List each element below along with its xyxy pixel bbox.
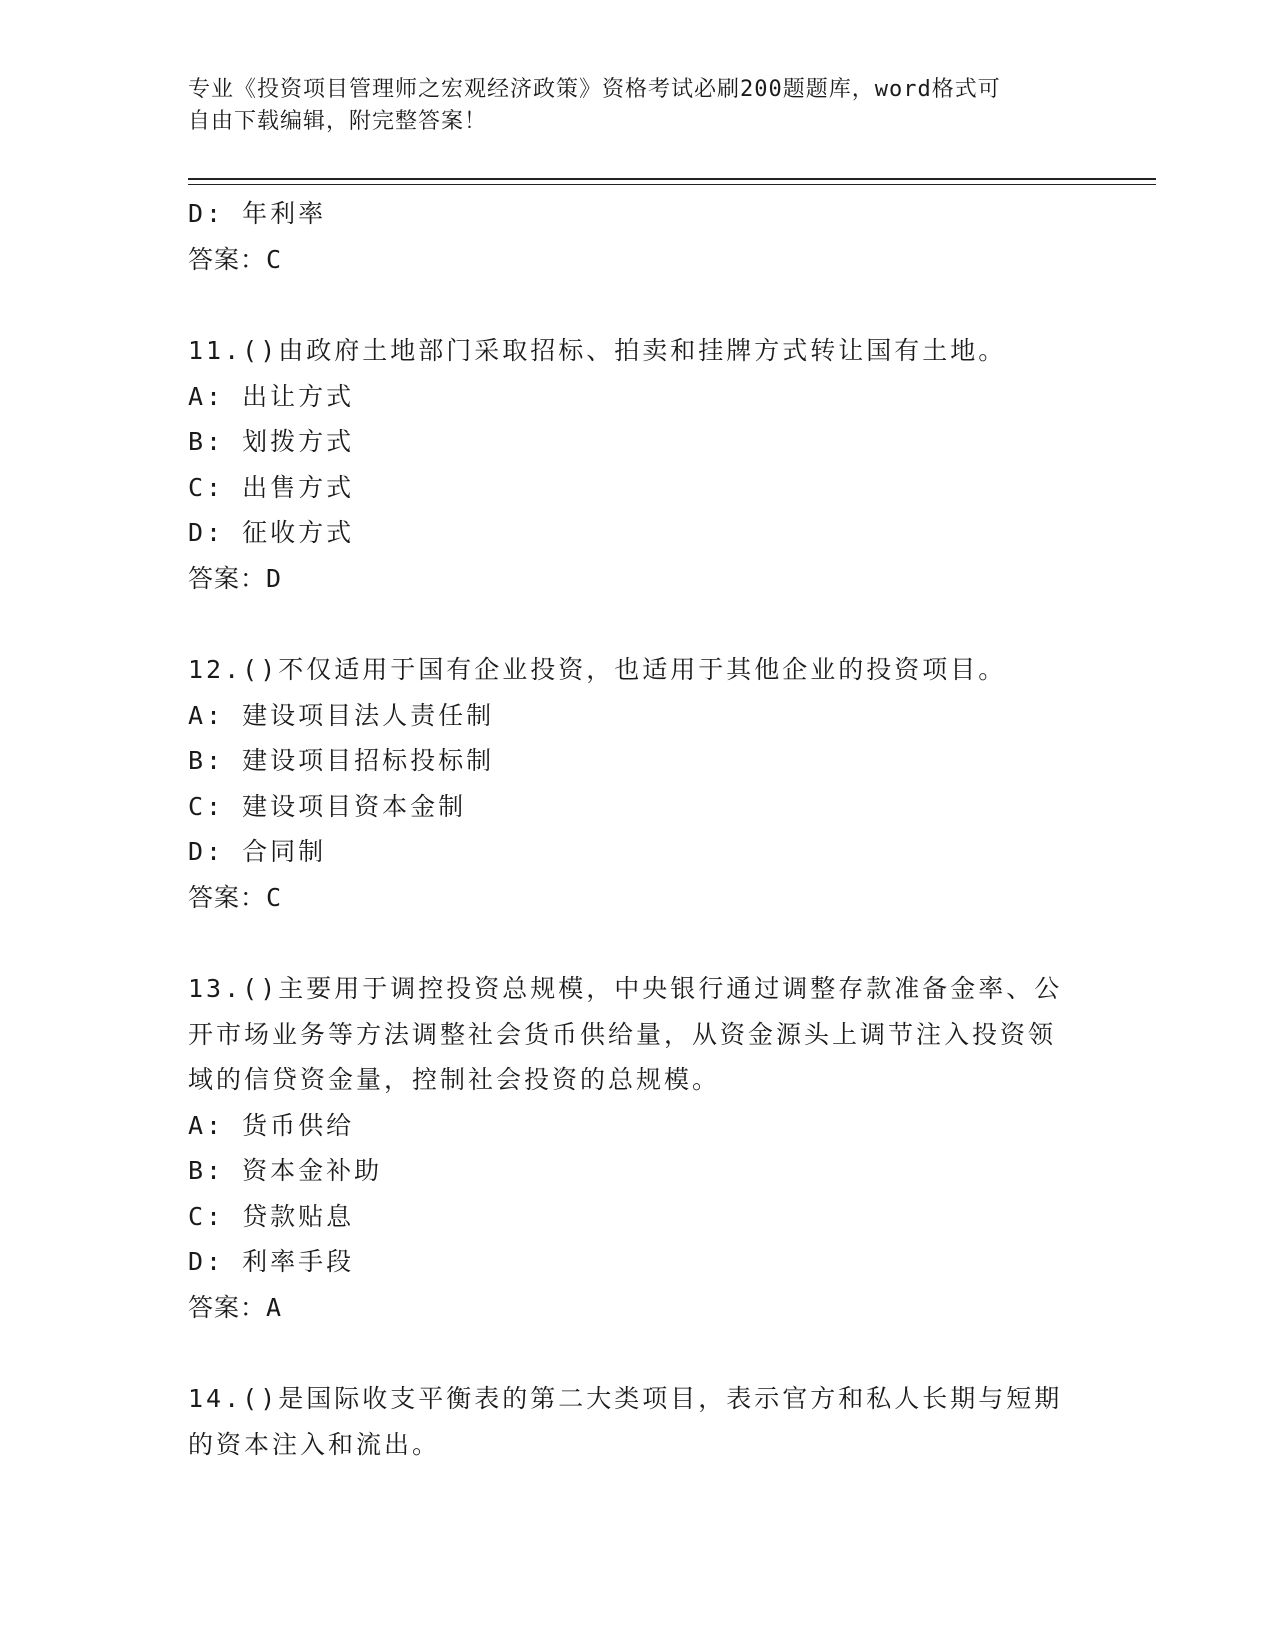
option-b: B: 建设项目招标投标制	[188, 746, 495, 775]
question-11	[188, 328, 1088, 601]
answer-line: 答案：C	[188, 244, 283, 274]
answer-line: 答案：A	[188, 1292, 283, 1322]
option-b: B: 划拨方式	[188, 427, 355, 456]
answer-line: 答案：D	[188, 563, 283, 593]
option-d: D: 利率手段	[188, 1247, 355, 1276]
header-line-2: 自由下载编辑，附完整答案！	[188, 109, 488, 134]
question-stem: 13.()主要用于调控投资总规模，中央银行通过调整存款准备金率、公开市场业务等方法调整社会货币供给量，从资金源头上调节注入投资领域的信贷资金量，控制社会投资的总规模。	[188, 974, 1063, 1094]
question-stem: 14.()是国际收支平衡表的第二大类项目，表示官方和私人长期与短期的资本注入和流出。	[188, 1384, 1063, 1459]
spacer	[188, 601, 1088, 647]
option-a: A: 货币供给	[188, 1110, 355, 1140]
document-header	[188, 74, 1088, 138]
header-line-1: 专业《投资项目管理师之宏观经济政策》资格考试必刷200题题库，word格式可	[188, 77, 1001, 102]
question-14	[188, 1376, 1088, 1467]
question-stem: 11.()由政府土地部门采取招标、拍卖和挂牌方式转让国有土地。	[188, 336, 1007, 365]
option-d: D: 合同制	[188, 837, 327, 866]
header-divider-thick	[188, 178, 1156, 180]
option-c: C: 出售方式	[188, 472, 355, 502]
answer-line: 答案：C	[188, 882, 283, 912]
option-b: B: 资本金补助	[188, 1156, 383, 1185]
spacer	[188, 1330, 1088, 1376]
document-body	[188, 191, 1088, 1467]
option-d: D: 征收方式	[188, 518, 355, 547]
header-divider-thin	[188, 184, 1156, 185]
option-c: C: 建设项目资本金制	[188, 791, 467, 821]
option-a: A: 建设项目法人责任制	[188, 700, 495, 730]
option-d: D: 年利率	[188, 199, 327, 228]
spacer	[188, 920, 1088, 966]
question-12	[188, 647, 1088, 920]
question-stem: 12.()不仅适用于国有企业投资，也适用于其他企业的投资项目。	[188, 655, 1007, 684]
spacer	[188, 282, 1088, 328]
question-13	[188, 966, 1088, 1330]
option-a: A: 出让方式	[188, 381, 355, 411]
option-c: C: 贷款贴息	[188, 1201, 355, 1231]
